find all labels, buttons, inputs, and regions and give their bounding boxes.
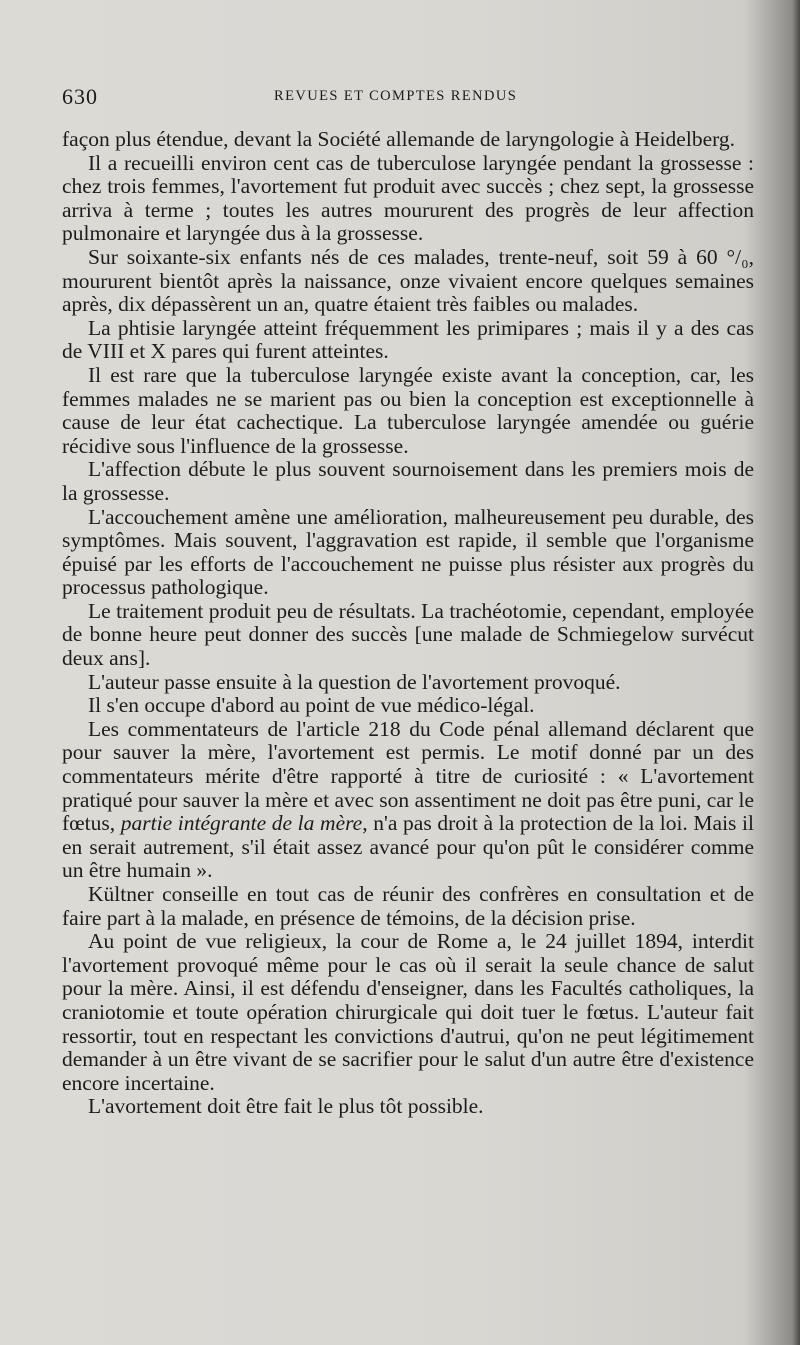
page-number: 630 [62,84,98,109]
paragraph-commentators [62,718,754,883]
paragraph-cases: Il a recueilli environ cent cas de tuberculose laryngée pendant la grossesse : chez trois femmes, l'avortement fut produit avec succès ; chez sept, la grossesse arriva à terme ; toutes les autres moururent des progrès de leur affection pulmonaire et laryngée dus à la grossesse. [62,150,754,246]
paragraph-religious: Au point de vue religieux, la cour de Rome a, le 24 juillet 1894, interdit l'avortement provoqué même pour le cas où il serait la seule chance de salut pour la mère. Ainsi, il est défendu d'enseigner, dans les Facultés catholiques, la craniotomie et toute opération chirurgicale qui doit tuer le fœtus. L'auteur fait ressortir, tout en respectant les convictions d'autrui, qu'on ne peut légitimement demander à un être vivant de se sacrifier pour le salut d'un autre être d'existence encore incertaine. [62,929,754,1095]
paragraph-delivery: L'accouchement amène une amélioration, malheureusement peu durable, des symptômes. Mais souvent, l'aggravation est rapide, il semble que l'organisme épuisé par les efforts de l'accouchement ne puisse plus résister aux progrès du processus pathologique. [62,504,754,600]
body-text [62,128,754,1119]
paragraph-medico-legal: Il s'en occupe d'abord au point de vue médico-légal. [88,693,535,718]
commentators-text-before: Les commentateurs de l'article 218 du Code pénal allemand déclarent que pour sauver la mère, l'avortement est permis. Le motif donné par un des commentateurs mérite d'être rapporté à titre de curiosité : « L'avortement pratiqué pour sauver la mère et avec son assentiment ne doit pas être puni, car le fœtus, [62,716,754,836]
paragraph-children: Sur soixante-six enfants nés de ces malades, trente-neuf, soit 59 à 60 °/₀, moururent bientôt après la naissance, onze vivaient encore quelques semaines après, dix dépassèrent un an, quatre étaient très faibles ou malades. [62,244,754,317]
paragraph-heidelberg: façon plus étendue, devant la Société allemande de laryngologie à Heidelberg. [62,127,736,151]
paragraph-onset: L'affection débute le plus souvent sournoisement dans les premiers mois de la grossesse. [62,457,754,505]
paragraph-treatment: Le traitement produit peu de résultats. La trachéotomie, cependant, employée de bonne heure peut donner des succès [une malade de Schmiegelow survécut deux ans]. [62,598,754,671]
paragraph-timing: L'avortement doit être fait le plus tôt possible. [88,1094,484,1119]
paragraph-consultation: Kültner conseille en tout cas de réunir des confrères en consultation et de faire part à la malade, en présence de témoins, de la décision prise. [62,882,754,930]
paragraph-abortion-question: L'auteur passe ensuite à la question de l'avortement provoqué. [88,669,621,694]
paragraph-primipares: La phtisie laryngée atteint fréquemment les primipares ; mais il y a des cas de VIII et X pares qui furent atteintes. [62,315,754,364]
commentators-text-after: , n'a pas droit à la protection de la loi. Mais il en serait autrement, s'il était assez avancé pour qu'on pût le considérer comme un être humain ». [62,811,755,883]
commentators-emphasis: partie intégrante de la mère [120,811,363,836]
running-head [62,84,752,114]
running-title: REVUES ET COMPTES RENDUS [274,88,518,104]
paragraph-conception: Il est rare que la tuberculose laryngée existe avant la conception, car, les femmes malades ne se marient pas ou bien la conception est exceptionnelle à cause de leur état cachectique. La tuberculose laryngée amendée ou guérie récidive sous l'influence de la grossesse. [62,362,754,458]
